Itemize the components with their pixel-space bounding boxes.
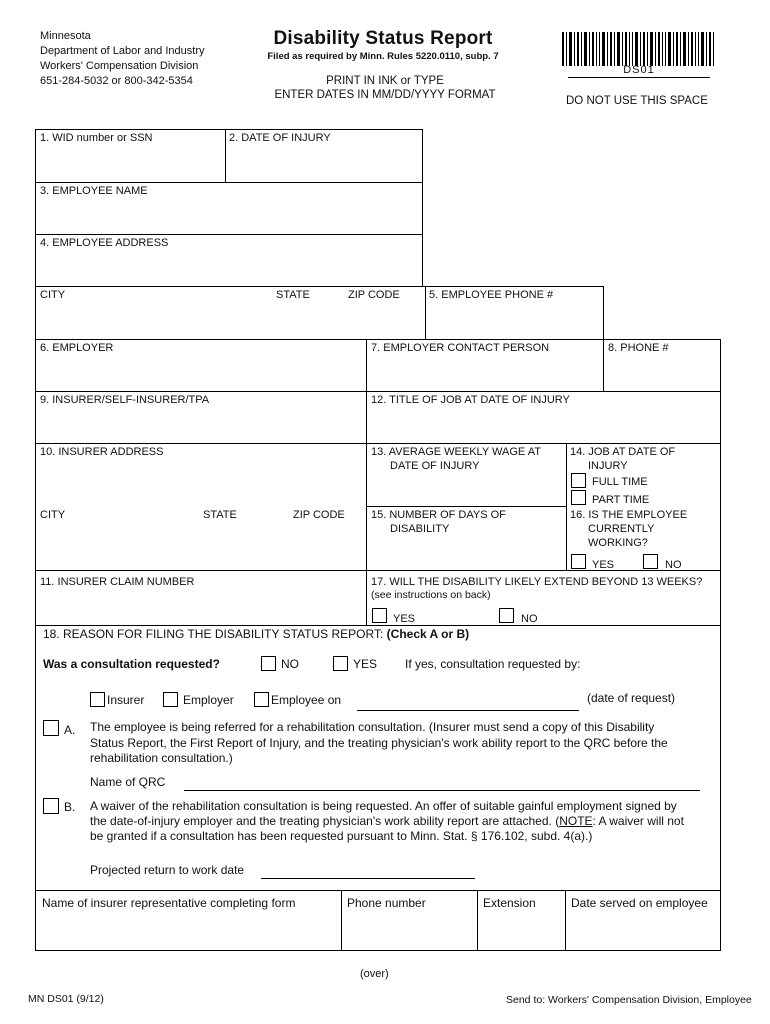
part-time-checkbox[interactable]: [571, 490, 586, 505]
agency-line: Workers' Compensation Division: [40, 60, 199, 72]
beyond-no-label: NO: [521, 613, 538, 625]
employee-name-input[interactable]: [36, 183, 422, 234]
request-date-field[interactable]: [357, 710, 579, 711]
job-title-input[interactable]: [367, 392, 720, 443]
agency-block: [40, 29, 204, 89]
beyond-yes-label: YES: [393, 613, 416, 625]
days-disability-input[interactable]: [367, 507, 566, 570]
date-served-input[interactable]: [566, 891, 720, 950]
employee-address-input[interactable]: [36, 235, 422, 286]
field-label-employee-name: 3. EMPLOYEE NAME: [40, 185, 148, 197]
option-b-note: NOTE: [559, 814, 593, 828]
section-18-check-note: (Check A or B): [386, 627, 470, 641]
field-label-weekly-wage: 13. AVERAGE WEEKLY WAGE AT: [371, 446, 541, 458]
consult-no-checkbox[interactable]: [261, 656, 276, 671]
employee-on-label: Employee on: [271, 693, 342, 707]
barcode-text: DS01: [623, 64, 655, 76]
grid-line: [35, 625, 721, 626]
form-right-border: [720, 340, 721, 951]
print-instructions: [240, 74, 530, 102]
grid-line: [35, 950, 721, 951]
field-label-job-at-injury-2: INJURY: [588, 460, 628, 472]
do-not-use-label: DO NOT USE THIS SPACE: [566, 95, 708, 107]
field-label-insurer-state: STATE: [203, 509, 237, 521]
field-label-beyond-13-weeks: 17. WILL THE DISABILITY LIKELY EXTEND BEYOND 13 WEEKS?: [371, 576, 703, 588]
qrc-name-label: Name of QRC: [90, 775, 166, 789]
option-a-text-3: rehabilitation consultation.): [90, 751, 233, 765]
field-label-zip: ZIP CODE: [348, 289, 400, 301]
date-of-request-label: (date of request): [587, 691, 676, 705]
projected-return-field[interactable]: [261, 878, 475, 879]
beyond-no-checkbox[interactable]: [499, 608, 514, 623]
date-of-injury-input[interactable]: [226, 130, 422, 182]
working-no-checkbox[interactable]: [643, 554, 658, 569]
rep-name-input[interactable]: [36, 891, 341, 950]
insurer-address-input[interactable]: [36, 444, 366, 507]
field-label-employee-address: 4. EMPLOYEE ADDRESS: [40, 237, 169, 249]
field-label-employee-phone: 5. EMPLOYEE PHONE #: [429, 289, 554, 301]
barcode: [560, 32, 718, 66]
extension-label: Extension: [483, 896, 536, 910]
grid-line: [566, 443, 567, 570]
field-label-days-disability-2: DISABILITY: [390, 523, 450, 535]
if-yes-label: If yes, consultation requested by:: [405, 657, 581, 671]
form-id: MN DS01 (9/12): [28, 993, 104, 1005]
field-label-weekly-wage-2: DATE OF INJURY: [390, 460, 480, 472]
extension-input[interactable]: [478, 891, 565, 950]
option-b-text-2a: the date-of-injury employer and the treating physician's work ability report are attached. (: [90, 814, 560, 828]
option-a-checkbox[interactable]: [43, 720, 59, 736]
beyond-yes-checkbox[interactable]: [372, 608, 387, 623]
consult-no-label: NO: [281, 657, 299, 671]
working-yes-checkbox[interactable]: [571, 554, 586, 569]
consultation-question: Was a consultation requested?: [43, 657, 220, 671]
field-label-employer: 6. EMPLOYER: [40, 342, 114, 354]
insurer-label: Insurer: [107, 693, 145, 707]
insurer-input[interactable]: [36, 392, 366, 443]
page-subtitle: Filed as required by Minn. Rules 5220.0110, subp. 7: [267, 51, 499, 62]
field-label-employer-contact: 7. EMPLOYER CONTACT PERSON: [371, 342, 550, 354]
field-label-insurer-zip: ZIP CODE: [293, 509, 345, 521]
consult-yes-label: YES: [353, 657, 378, 671]
section-18-heading: [43, 627, 469, 642]
option-b-checkbox[interactable]: [43, 798, 59, 814]
insurer-checkbox[interactable]: [90, 692, 105, 707]
over-label: (over): [360, 968, 389, 980]
option-b-text-1: A waiver of the rehabilitation consultation is being requested. An offer of suitable gainful employment signed by: [90, 799, 677, 813]
consult-yes-checkbox[interactable]: [333, 656, 348, 671]
grid-line: [603, 286, 604, 340]
employee-phone-input[interactable]: [426, 287, 603, 339]
option-a-label: A.: [64, 723, 76, 737]
title-block: [243, 28, 523, 62]
page-title: Disability Status Report: [273, 28, 493, 49]
employer-contact-input[interactable]: [367, 340, 603, 391]
field-label-phone: 8. PHONE #: [608, 342, 669, 354]
claim-number-input[interactable]: [36, 571, 366, 625]
working-no-label: NO: [665, 559, 682, 571]
field-label-insurer-city: CITY: [40, 509, 66, 521]
option-a-text-2: Status Report, the First Report of Injury, and the treating physician's work ability report to the QRC before the: [90, 736, 668, 750]
field-label-currently-working-2: CURRENTLY: [588, 523, 655, 535]
agency-line: Minnesota: [40, 30, 91, 42]
weekly-wage-input[interactable]: [367, 444, 566, 506]
field-label-job-title: 12. TITLE OF JOB AT DATE OF INJURY: [371, 394, 570, 406]
print-line-1: PRINT IN INK or TYPE: [326, 75, 444, 87]
employer-input[interactable]: [36, 340, 366, 391]
field-label-insurer-address: 10. INSURER ADDRESS: [40, 446, 164, 458]
projected-return-label: Projected return to work date: [90, 863, 245, 877]
print-line-2: ENTER DATES IN MM/DD/YYYY FORMAT: [274, 89, 496, 101]
rep-name-label: Name of insurer representative completing form: [42, 896, 296, 910]
part-time-label: PART TIME: [592, 494, 650, 506]
option-b-label: B.: [64, 800, 76, 814]
agency-line: 651-284-5032 or 800-342-5354: [40, 75, 193, 87]
field-label-days-disability: 15. NUMBER OF DAYS OF: [371, 509, 506, 521]
field-label-job-at-injury: 14. JOB AT DATE OF: [570, 446, 676, 458]
option-b-text-2b: : A waiver will not: [592, 814, 684, 828]
employer-checkbox[interactable]: [163, 692, 178, 707]
grid-line: [422, 129, 423, 287]
date-served-label: Date served on employee: [571, 896, 708, 910]
option-b-text-2: [90, 814, 684, 829]
field-label-city: CITY: [40, 289, 66, 301]
send-to-label: Send to: Workers' Compensation Division, Employee: [506, 994, 752, 1006]
working-yes-label: YES: [592, 559, 615, 571]
qrc-name-field[interactable]: [184, 790, 700, 791]
employer-label: Employer: [183, 693, 234, 707]
full-time-checkbox[interactable]: [571, 473, 586, 488]
full-time-label: FULL TIME: [592, 476, 648, 488]
section-18-title: 18. REASON FOR FILING THE DISABILITY STATUS REPORT:: [43, 627, 384, 641]
employee-checkbox[interactable]: [254, 692, 269, 707]
rep-phone-label: Phone number: [347, 896, 426, 910]
insurer-city-state-zip-input[interactable]: [36, 507, 366, 570]
field-label-insurer: 9. INSURER/SELF-INSURER/TPA: [40, 394, 210, 406]
field-label-currently-working-3: WORKING?: [588, 537, 648, 549]
wid-input[interactable]: [36, 130, 225, 182]
employee-city-state-zip-input[interactable]: [36, 287, 424, 339]
field-label-state: STATE: [276, 289, 310, 301]
option-a-text-1: The employee is being referred for a rehabilitation consultation. (Insurer must send a copy of this Disability: [90, 720, 655, 734]
field-label-currently-working: 16. IS THE EMPLOYEE: [570, 509, 688, 521]
rep-phone-input[interactable]: [342, 891, 477, 950]
barcode-underline: [568, 77, 710, 78]
option-b-text-3: be granted if a consultation has been requested pursuant to Minn. Stat. § 176.102, subd. 4(a).): [90, 829, 593, 843]
employer-phone-input[interactable]: [604, 340, 720, 391]
field-label-see-instructions: (see instructions on back): [371, 589, 491, 601]
field-label-wid: 1. WID number or SSN: [40, 132, 153, 144]
agency-line: Department of Labor and Industry: [40, 45, 205, 57]
field-label-claim-number: 11. INSURER CLAIM NUMBER: [40, 576, 195, 588]
field-label-date-of-injury: 2. DATE OF INJURY: [229, 132, 331, 144]
